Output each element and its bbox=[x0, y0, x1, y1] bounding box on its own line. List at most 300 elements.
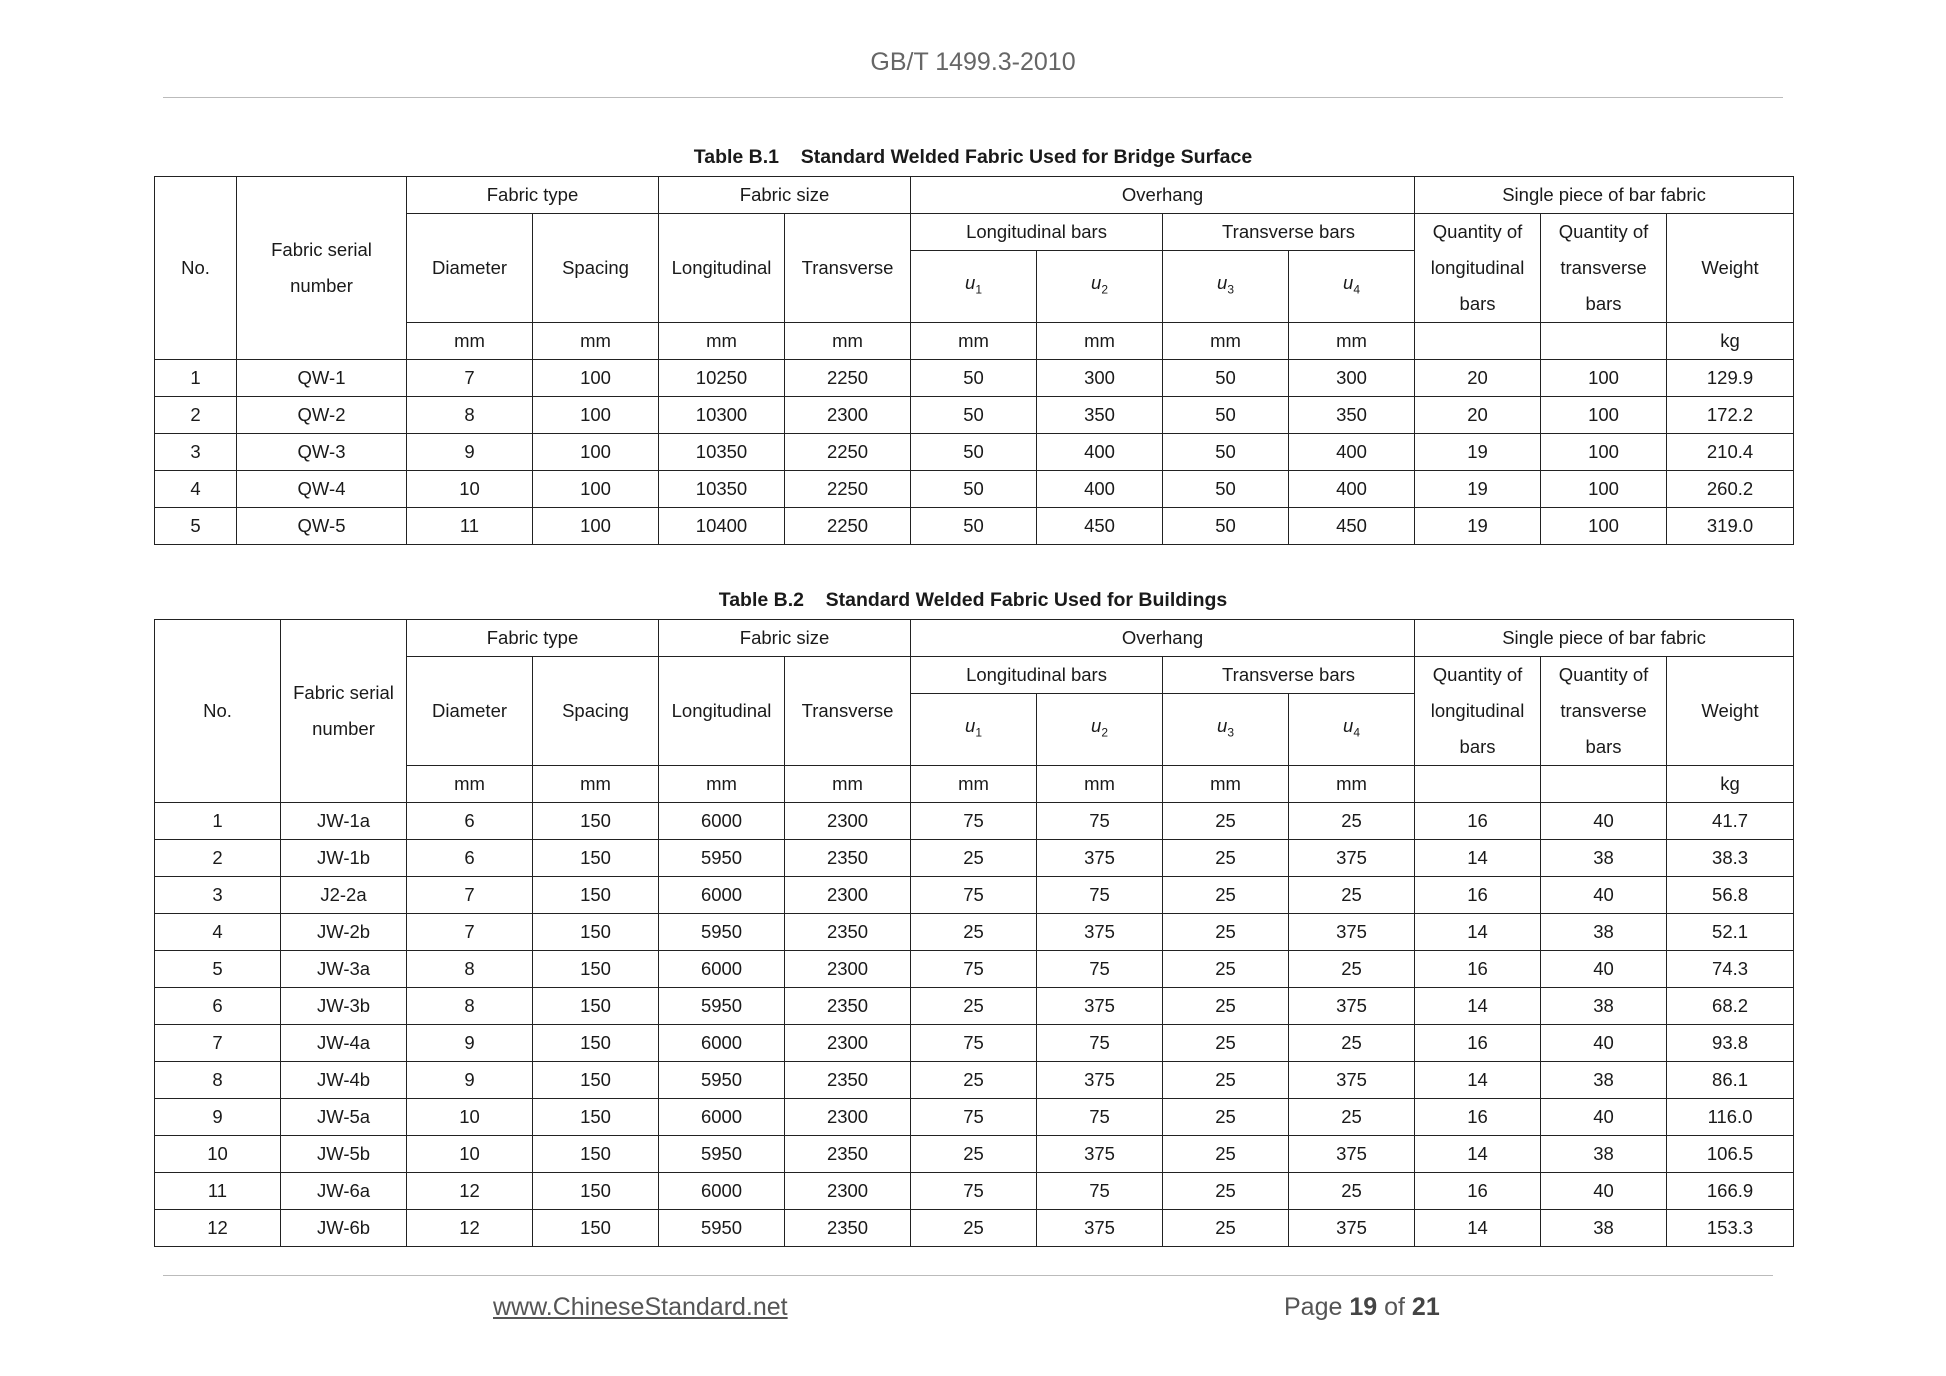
table-cell: 7 bbox=[155, 1025, 281, 1062]
table-cell: 25 bbox=[911, 988, 1037, 1025]
table-cell: 50 bbox=[1163, 360, 1289, 397]
table-cell: 5950 bbox=[659, 988, 785, 1025]
table-cell: 5950 bbox=[659, 1062, 785, 1099]
header-overhang: Overhang bbox=[911, 177, 1415, 214]
table-cell: 25 bbox=[1289, 803, 1415, 840]
table-cell: 25 bbox=[1163, 1173, 1289, 1210]
table-cell: JW-4b bbox=[281, 1062, 407, 1099]
table-cell: 10 bbox=[155, 1136, 281, 1173]
table-cell: 14 bbox=[1415, 1136, 1541, 1173]
table-cell: 25 bbox=[1163, 1210, 1289, 1247]
table-cell: 40 bbox=[1541, 1099, 1667, 1136]
unit-cell: kg bbox=[1667, 766, 1794, 803]
table-cell: QW-4 bbox=[237, 471, 407, 508]
u-subscript: 2 bbox=[1101, 726, 1109, 740]
table-cell: 12 bbox=[155, 1210, 281, 1247]
header-no: No. bbox=[155, 177, 237, 360]
table-cell: 12 bbox=[407, 1210, 533, 1247]
header-fabric-size: Fabric size bbox=[659, 620, 911, 657]
table-cell: 2300 bbox=[785, 1099, 911, 1136]
table-cell: 25 bbox=[911, 914, 1037, 951]
header-overhang: Overhang bbox=[911, 620, 1415, 657]
table-cell: 75 bbox=[911, 1025, 1037, 1062]
table-cell: 25 bbox=[1163, 877, 1289, 914]
table-cell: 52.1 bbox=[1667, 914, 1794, 951]
header-quantity-transverse: Quantity of transverse bars bbox=[1541, 657, 1667, 766]
table-cell: 16 bbox=[1415, 951, 1541, 988]
total-pages: 21 bbox=[1411, 1293, 1440, 1321]
table-cell: 16 bbox=[1415, 1173, 1541, 1210]
table-cell: 75 bbox=[911, 1173, 1037, 1210]
table-cell: 75 bbox=[911, 1099, 1037, 1136]
table-cell: 38 bbox=[1541, 840, 1667, 877]
table-cell: 25 bbox=[1163, 988, 1289, 1025]
unit-cell bbox=[1415, 323, 1541, 360]
table-cell: 16 bbox=[1415, 1099, 1541, 1136]
header-fabric-serial-number: Fabric serial number bbox=[281, 620, 407, 803]
table-cell: 5950 bbox=[659, 914, 785, 951]
table-cell: 2250 bbox=[785, 471, 911, 508]
u-symbol: u bbox=[1091, 715, 1102, 737]
table-cell: QW-2 bbox=[237, 397, 407, 434]
table-b2-title: Table B.2 Standard Welded Fabric Used for Buildings bbox=[718, 589, 1228, 611]
table-cell: 150 bbox=[533, 1210, 659, 1247]
website-link[interactable]: www.ChineseStandard.net bbox=[493, 1293, 788, 1321]
table-cell: 50 bbox=[911, 434, 1037, 471]
unit-cell: mm bbox=[659, 323, 785, 360]
table-cell: 375 bbox=[1289, 1136, 1415, 1173]
table-cell: 75 bbox=[1037, 877, 1163, 914]
table-cell: 74.3 bbox=[1667, 951, 1794, 988]
table-cell: 75 bbox=[1037, 1099, 1163, 1136]
table-cell: 25 bbox=[1289, 951, 1415, 988]
table-cell: 75 bbox=[1037, 803, 1163, 840]
table-cell: 25 bbox=[1163, 803, 1289, 840]
table-cell: 40 bbox=[1541, 1173, 1667, 1210]
table-cell: 2250 bbox=[785, 508, 911, 545]
table-cell: 14 bbox=[1415, 988, 1541, 1025]
page-number bbox=[1284, 1293, 1440, 1322]
table-cell: 375 bbox=[1037, 1136, 1163, 1173]
header-row bbox=[155, 620, 1794, 657]
table-cell: 2250 bbox=[785, 360, 911, 397]
table-cell: 12 bbox=[407, 1173, 533, 1210]
table-cell: 40 bbox=[1541, 877, 1667, 914]
header-transverse: Transverse bbox=[785, 657, 911, 766]
header-longitudinal: Longitudinal bbox=[659, 214, 785, 323]
table-cell: 9 bbox=[155, 1099, 281, 1136]
table-cell: 75 bbox=[1037, 951, 1163, 988]
table-row bbox=[155, 471, 1794, 508]
current-page: 19 bbox=[1349, 1293, 1378, 1321]
unit-cell: mm bbox=[785, 323, 911, 360]
table-cell: 150 bbox=[533, 840, 659, 877]
table-row bbox=[155, 1062, 1794, 1099]
table-cell: 1 bbox=[155, 803, 281, 840]
u-symbol: u bbox=[1217, 272, 1228, 294]
table-b1 bbox=[154, 176, 1794, 545]
table-b1-title: Table B.1 Standard Welded Fabric Used for Bridge Surface bbox=[693, 146, 1253, 168]
table-cell: 93.8 bbox=[1667, 1025, 1794, 1062]
table-cell: 6 bbox=[407, 840, 533, 877]
table-cell: 10 bbox=[407, 1099, 533, 1136]
unit-cell: mm bbox=[1037, 766, 1163, 803]
header-diameter: Diameter bbox=[407, 214, 533, 323]
table-cell: 100 bbox=[533, 508, 659, 545]
table-cell: 25 bbox=[1163, 914, 1289, 951]
unit-cell: mm bbox=[1289, 323, 1415, 360]
table-cell: JW-5b bbox=[281, 1136, 407, 1173]
table-row bbox=[155, 360, 1794, 397]
table-cell: 25 bbox=[1289, 1173, 1415, 1210]
table-cell: 8 bbox=[407, 951, 533, 988]
table-cell: 150 bbox=[533, 1136, 659, 1173]
table-cell: 6000 bbox=[659, 1025, 785, 1062]
footer-rule bbox=[163, 1275, 1773, 1276]
u-subscript: 3 bbox=[1227, 283, 1235, 297]
table-cell: 50 bbox=[1163, 508, 1289, 545]
u-subscript: 3 bbox=[1227, 726, 1235, 740]
table-cell: JW-4a bbox=[281, 1025, 407, 1062]
u-symbol: u bbox=[1343, 715, 1354, 737]
header-u4 bbox=[1289, 694, 1415, 766]
table-cell: 14 bbox=[1415, 1062, 1541, 1099]
header-single-piece: Single piece of bar fabric bbox=[1415, 620, 1794, 657]
unit-cell: mm bbox=[1163, 766, 1289, 803]
table-cell: 400 bbox=[1289, 434, 1415, 471]
u-subscript: 1 bbox=[975, 726, 983, 740]
header-spacing: Spacing bbox=[533, 214, 659, 323]
header-quantity-transverse: Quantity of transverse bars bbox=[1541, 214, 1667, 323]
table-row bbox=[155, 1210, 1794, 1247]
table-cell: 10 bbox=[407, 471, 533, 508]
unit-cell: mm bbox=[407, 766, 533, 803]
table-cell: 153.3 bbox=[1667, 1210, 1794, 1247]
table-cell: 375 bbox=[1289, 1062, 1415, 1099]
table-cell: 25 bbox=[1163, 840, 1289, 877]
table-cell: 11 bbox=[155, 1173, 281, 1210]
table-row bbox=[155, 397, 1794, 434]
header-weight: Weight bbox=[1667, 214, 1794, 323]
table-cell: JW-3a bbox=[281, 951, 407, 988]
table-cell: 2300 bbox=[785, 1173, 911, 1210]
table-cell: 7 bbox=[407, 360, 533, 397]
table-cell: 150 bbox=[533, 803, 659, 840]
header-row bbox=[155, 177, 1794, 214]
table-cell: 300 bbox=[1037, 360, 1163, 397]
table-cell: 150 bbox=[533, 877, 659, 914]
unit-cell: mm bbox=[407, 323, 533, 360]
table-cell: 375 bbox=[1037, 914, 1163, 951]
table-cell: 10 bbox=[407, 1136, 533, 1173]
table-cell: 10350 bbox=[659, 434, 785, 471]
unit-cell: mm bbox=[533, 323, 659, 360]
table-cell: 8 bbox=[407, 988, 533, 1025]
table-cell: 5950 bbox=[659, 1210, 785, 1247]
table-cell: 2350 bbox=[785, 988, 911, 1025]
table-cell: 150 bbox=[533, 914, 659, 951]
table-cell: 2300 bbox=[785, 877, 911, 914]
header-rule bbox=[163, 97, 1783, 98]
table-cell: 375 bbox=[1289, 1210, 1415, 1247]
table-cell: 16 bbox=[1415, 1025, 1541, 1062]
header-no: No. bbox=[155, 620, 281, 803]
table-cell: 25 bbox=[1163, 1062, 1289, 1099]
table-cell: 350 bbox=[1037, 397, 1163, 434]
table-cell: 6000 bbox=[659, 1099, 785, 1136]
header-transverse-bars: Transverse bars bbox=[1163, 214, 1415, 251]
table-row bbox=[155, 1173, 1794, 1210]
table-cell: 100 bbox=[533, 397, 659, 434]
u-subscript: 2 bbox=[1101, 283, 1109, 297]
table-cell: 100 bbox=[533, 471, 659, 508]
header-fabric-size: Fabric size bbox=[659, 177, 911, 214]
table-cell: 319.0 bbox=[1667, 508, 1794, 545]
table-cell: 3 bbox=[155, 434, 237, 471]
header-weight: Weight bbox=[1667, 657, 1794, 766]
table-cell: 25 bbox=[1163, 1099, 1289, 1136]
table-cell: 75 bbox=[1037, 1025, 1163, 1062]
table-cell: QW-1 bbox=[237, 360, 407, 397]
table-cell: 16 bbox=[1415, 803, 1541, 840]
table-cell: 8 bbox=[407, 397, 533, 434]
table-row bbox=[155, 877, 1794, 914]
table-cell: 6 bbox=[407, 803, 533, 840]
table-cell: 4 bbox=[155, 471, 237, 508]
u-subscript: 4 bbox=[1353, 726, 1361, 740]
table-cell: 166.9 bbox=[1667, 1173, 1794, 1210]
table-row bbox=[155, 914, 1794, 951]
table-cell: 5950 bbox=[659, 840, 785, 877]
table-cell: 6 bbox=[155, 988, 281, 1025]
table-cell: 14 bbox=[1415, 1210, 1541, 1247]
table-row bbox=[155, 988, 1794, 1025]
table-cell: 6000 bbox=[659, 1173, 785, 1210]
table-cell: 350 bbox=[1289, 397, 1415, 434]
table-cell: 75 bbox=[911, 877, 1037, 914]
header-u3 bbox=[1163, 251, 1289, 323]
table-cell: 2350 bbox=[785, 840, 911, 877]
u-symbol: u bbox=[1091, 272, 1102, 294]
table-cell: 5950 bbox=[659, 1136, 785, 1173]
table-cell: 2300 bbox=[785, 803, 911, 840]
header-u1 bbox=[911, 694, 1037, 766]
u-subscript: 1 bbox=[975, 283, 983, 297]
table-cell: 100 bbox=[1541, 397, 1667, 434]
u-symbol: u bbox=[965, 715, 976, 737]
u-symbol: u bbox=[1217, 715, 1228, 737]
table-cell: JW-1a bbox=[281, 803, 407, 840]
header-single-piece: Single piece of bar fabric bbox=[1415, 177, 1794, 214]
table-cell: 210.4 bbox=[1667, 434, 1794, 471]
table-cell: 2300 bbox=[785, 397, 911, 434]
table-cell: 100 bbox=[1541, 434, 1667, 471]
table-cell: 172.2 bbox=[1667, 397, 1794, 434]
header-u1 bbox=[911, 251, 1037, 323]
table-cell: 25 bbox=[911, 1136, 1037, 1173]
table-cell: 19 bbox=[1415, 508, 1541, 545]
table-cell: 2300 bbox=[785, 951, 911, 988]
table-cell: 100 bbox=[1541, 508, 1667, 545]
header-quantity-longitudinal: Quantity of longitudinal bars bbox=[1415, 214, 1541, 323]
table-cell: 14 bbox=[1415, 914, 1541, 951]
table-cell: 50 bbox=[911, 360, 1037, 397]
table-cell: 41.7 bbox=[1667, 803, 1794, 840]
header-u2 bbox=[1037, 251, 1163, 323]
table-cell: 400 bbox=[1289, 471, 1415, 508]
table-cell: JW-6b bbox=[281, 1210, 407, 1247]
table-cell: 75 bbox=[911, 951, 1037, 988]
table-cell: 3 bbox=[155, 877, 281, 914]
table-cell: 14 bbox=[1415, 840, 1541, 877]
table-row bbox=[155, 434, 1794, 471]
table-cell: 5 bbox=[155, 508, 237, 545]
table-cell: QW-3 bbox=[237, 434, 407, 471]
table-cell: J2-2a bbox=[281, 877, 407, 914]
table-cell: 16 bbox=[1415, 877, 1541, 914]
table-cell: 150 bbox=[533, 988, 659, 1025]
table-cell: 2350 bbox=[785, 1062, 911, 1099]
table-cell: 2 bbox=[155, 840, 281, 877]
table-cell: 375 bbox=[1037, 1062, 1163, 1099]
header-u3 bbox=[1163, 694, 1289, 766]
table-cell: 9 bbox=[407, 434, 533, 471]
table-cell: 9 bbox=[407, 1025, 533, 1062]
u-symbol: u bbox=[965, 272, 976, 294]
table-cell: 38 bbox=[1541, 1062, 1667, 1099]
table-cell: QW-5 bbox=[237, 508, 407, 545]
table-cell: 375 bbox=[1289, 988, 1415, 1025]
table-cell: 375 bbox=[1037, 840, 1163, 877]
table-cell: 100 bbox=[533, 434, 659, 471]
table-cell: 40 bbox=[1541, 803, 1667, 840]
unit-cell bbox=[1415, 766, 1541, 803]
table-cell: 50 bbox=[1163, 397, 1289, 434]
table-cell: 68.2 bbox=[1667, 988, 1794, 1025]
table-cell: 100 bbox=[1541, 360, 1667, 397]
table-cell: 25 bbox=[1289, 1025, 1415, 1062]
unit-cell: mm bbox=[1289, 766, 1415, 803]
table-cell: 25 bbox=[911, 1210, 1037, 1247]
header-quantity-longitudinal: Quantity of longitudinal bars bbox=[1415, 657, 1541, 766]
table-cell: 40 bbox=[1541, 951, 1667, 988]
table-cell: 19 bbox=[1415, 434, 1541, 471]
table-cell: 260.2 bbox=[1667, 471, 1794, 508]
table-cell: 2350 bbox=[785, 1210, 911, 1247]
unit-cell: kg bbox=[1667, 323, 1794, 360]
unit-cell: mm bbox=[1037, 323, 1163, 360]
table-cell: 25 bbox=[1163, 1136, 1289, 1173]
table-cell: 38 bbox=[1541, 1210, 1667, 1247]
table-cell: 450 bbox=[1289, 508, 1415, 545]
table-cell: 25 bbox=[1289, 1099, 1415, 1136]
table-cell: 38.3 bbox=[1667, 840, 1794, 877]
table-cell: 2350 bbox=[785, 914, 911, 951]
table-cell: 375 bbox=[1289, 914, 1415, 951]
table-cell: 9 bbox=[407, 1062, 533, 1099]
unit-cell bbox=[1541, 766, 1667, 803]
table-cell: 150 bbox=[533, 1062, 659, 1099]
table-cell: 375 bbox=[1037, 988, 1163, 1025]
table-cell: 50 bbox=[1163, 471, 1289, 508]
table-row bbox=[155, 508, 1794, 545]
table-cell: 2 bbox=[155, 397, 237, 434]
table-cell: 300 bbox=[1289, 360, 1415, 397]
table-cell: 19 bbox=[1415, 471, 1541, 508]
of-label: of bbox=[1384, 1293, 1405, 1321]
table-cell: 2350 bbox=[785, 1136, 911, 1173]
header-fabric-serial-number: Fabric serial number bbox=[237, 177, 407, 360]
table-cell: 1 bbox=[155, 360, 237, 397]
header-longitudinal: Longitudinal bbox=[659, 657, 785, 766]
table-cell: 56.8 bbox=[1667, 877, 1794, 914]
table-cell: 50 bbox=[911, 397, 1037, 434]
table-cell: 50 bbox=[911, 471, 1037, 508]
table-cell: 10400 bbox=[659, 508, 785, 545]
table-cell: 116.0 bbox=[1667, 1099, 1794, 1136]
table-cell: JW-5a bbox=[281, 1099, 407, 1136]
header-fabric-type: Fabric type bbox=[407, 177, 659, 214]
table-cell: 50 bbox=[911, 508, 1037, 545]
table-cell: 75 bbox=[911, 803, 1037, 840]
table-cell: 100 bbox=[1541, 471, 1667, 508]
table-cell: 25 bbox=[1289, 877, 1415, 914]
table-cell: 50 bbox=[1163, 434, 1289, 471]
table-cell: 11 bbox=[407, 508, 533, 545]
unit-cell: mm bbox=[659, 766, 785, 803]
table-cell: 450 bbox=[1037, 508, 1163, 545]
header-u2 bbox=[1037, 694, 1163, 766]
unit-cell bbox=[1541, 323, 1667, 360]
table-cell: 150 bbox=[533, 1099, 659, 1136]
unit-cell: mm bbox=[911, 766, 1037, 803]
table-cell: 150 bbox=[533, 1025, 659, 1062]
table-row bbox=[155, 803, 1794, 840]
table-cell: 400 bbox=[1037, 434, 1163, 471]
table-cell: 10350 bbox=[659, 471, 785, 508]
table-cell: 129.9 bbox=[1667, 360, 1794, 397]
table-cell: 6000 bbox=[659, 803, 785, 840]
page-label: Page bbox=[1284, 1293, 1343, 1321]
table-cell: 6000 bbox=[659, 951, 785, 988]
u-symbol: u bbox=[1343, 272, 1354, 294]
table-cell: 25 bbox=[911, 1062, 1037, 1099]
header-u4 bbox=[1289, 251, 1415, 323]
table-cell: 38 bbox=[1541, 914, 1667, 951]
table-cell: 75 bbox=[1037, 1173, 1163, 1210]
document-id-header: GB/T 1499.3-2010 bbox=[870, 48, 1076, 76]
header-fabric-type: Fabric type bbox=[407, 620, 659, 657]
table-cell: 20 bbox=[1415, 360, 1541, 397]
table-cell: 150 bbox=[533, 951, 659, 988]
table-cell: JW-6a bbox=[281, 1173, 407, 1210]
table-cell: 6000 bbox=[659, 877, 785, 914]
header-longitudinal-bars: Longitudinal bars bbox=[911, 214, 1163, 251]
table-cell: 4 bbox=[155, 914, 281, 951]
table-cell: 25 bbox=[1163, 951, 1289, 988]
table-cell: 25 bbox=[911, 840, 1037, 877]
table-cell: 2300 bbox=[785, 1025, 911, 1062]
table-cell: 106.5 bbox=[1667, 1136, 1794, 1173]
table-cell: 10300 bbox=[659, 397, 785, 434]
unit-cell: mm bbox=[533, 766, 659, 803]
header-diameter: Diameter bbox=[407, 657, 533, 766]
table-cell: 10250 bbox=[659, 360, 785, 397]
table-cell: 25 bbox=[1163, 1025, 1289, 1062]
table-cell: 86.1 bbox=[1667, 1062, 1794, 1099]
table-cell: 38 bbox=[1541, 988, 1667, 1025]
table-cell: 150 bbox=[533, 1173, 659, 1210]
